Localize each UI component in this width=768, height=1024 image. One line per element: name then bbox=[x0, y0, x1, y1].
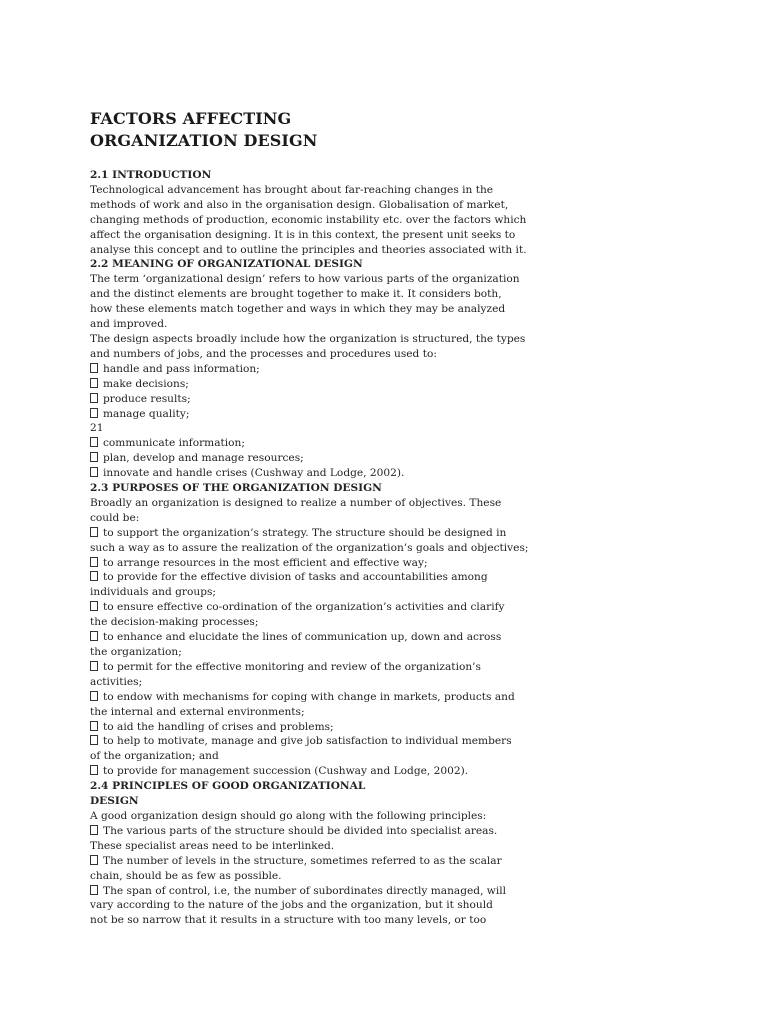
text-line bbox=[90, 183, 730, 198]
title-line-1: FACTORS AFFECTING bbox=[90, 109, 292, 128]
text-line bbox=[90, 511, 730, 526]
text-line bbox=[90, 496, 730, 511]
line-text: activities; bbox=[90, 675, 143, 688]
line-text: not be so narrow that it results in a structure with too many levels, or too bbox=[90, 914, 487, 927]
line-text: Technological advancement has brought about far-reaching changes in the bbox=[90, 183, 494, 196]
bullet-box-icon bbox=[90, 363, 98, 373]
text-line bbox=[90, 272, 730, 287]
line-text: manage quality; bbox=[103, 407, 190, 420]
bullet-line bbox=[90, 362, 730, 377]
bullet-line bbox=[90, 436, 730, 451]
line-text: the decision-making processes; bbox=[90, 616, 259, 629]
line-text: These specialist areas need to be interlinked. bbox=[90, 839, 335, 852]
bullet-box-icon bbox=[90, 855, 98, 865]
line-text: to help to motivate, manage and give job satisfaction to individual members bbox=[103, 735, 512, 748]
line-text: methods of work and also in the organisation design. Globalisation of market, bbox=[90, 198, 509, 211]
bullet-box-icon bbox=[90, 452, 98, 462]
section-heading bbox=[90, 257, 730, 272]
bullet-box-icon bbox=[90, 631, 98, 641]
text-line bbox=[90, 898, 730, 913]
bullet-box-icon bbox=[90, 765, 98, 775]
document-page bbox=[90, 108, 730, 928]
line-text: A good organization design should go along with the following principles: bbox=[90, 809, 487, 822]
text-line bbox=[90, 317, 730, 332]
section-heading bbox=[90, 779, 730, 794]
bullet-line bbox=[90, 884, 730, 899]
text-line bbox=[90, 913, 730, 928]
bullet-line bbox=[90, 377, 730, 392]
line-text: The various parts of the structure should be divided into specialist areas. bbox=[103, 824, 498, 837]
text-line bbox=[90, 749, 730, 764]
bullet-box-icon bbox=[90, 885, 98, 895]
text-line bbox=[90, 347, 730, 362]
line-text: 21 bbox=[90, 422, 104, 435]
line-text: could be: bbox=[90, 511, 140, 524]
line-text: such a way as to assure the realization of the organization’s goals and objectives; bbox=[90, 541, 529, 554]
line-text: 2.4 PRINCIPLES OF GOOD ORGANIZATIONAL bbox=[90, 780, 366, 793]
bullet-line bbox=[90, 392, 730, 407]
text-line bbox=[90, 541, 730, 556]
text-line bbox=[90, 213, 730, 228]
text-line bbox=[90, 287, 730, 302]
bullet-line bbox=[90, 854, 730, 869]
text-line bbox=[90, 645, 730, 660]
line-text: vary according to the nature of the jobs and the organization, but it should bbox=[90, 899, 493, 912]
bullet-line bbox=[90, 570, 730, 585]
line-text: The design aspects broadly include how the organization is structured, the types bbox=[90, 332, 526, 345]
bullet-box-icon bbox=[90, 527, 98, 537]
line-text: The term ‘organizational design’ refers to how various parts of the organization bbox=[90, 273, 520, 286]
bullet-line bbox=[90, 600, 730, 615]
line-text: and numbers of jobs, and the processes and procedures used to: bbox=[90, 347, 437, 360]
bullet-box-icon bbox=[90, 378, 98, 388]
line-text: changing methods of production, economic instability etc. over the factors which bbox=[90, 213, 527, 226]
bullet-line bbox=[90, 407, 730, 422]
bullet-line bbox=[90, 466, 730, 481]
bullet-box-icon bbox=[90, 601, 98, 611]
line-text: plan, develop and manage resources; bbox=[103, 452, 304, 465]
line-text: and the distinct elements are brought together to make it. It considers both, bbox=[90, 288, 502, 301]
line-text: The span of control, i.e, the number of subordinates directly managed, will bbox=[103, 884, 507, 897]
line-text: Broadly an organization is designed to realize a number of objectives. These bbox=[90, 496, 502, 509]
text-line bbox=[90, 839, 730, 854]
line-text: to aid the handling of crises and problems; bbox=[103, 720, 334, 733]
bullet-line bbox=[90, 660, 730, 675]
text-line bbox=[90, 675, 730, 690]
bullet-box-icon bbox=[90, 408, 98, 418]
line-text: produce results; bbox=[103, 392, 191, 405]
line-text: affect the organisation designing. It is in this context, the present unit seeks to bbox=[90, 228, 516, 241]
section-heading bbox=[90, 481, 730, 496]
line-text: 2.1 INTRODUCTION bbox=[90, 169, 212, 181]
bullet-line bbox=[90, 734, 730, 749]
line-text: 2.3 PURPOSES OF THE ORGANIZATION DESIGN bbox=[90, 482, 382, 495]
bullet-line bbox=[90, 824, 730, 839]
line-text: The number of levels in the structure, sometimes referred to as the scalar bbox=[103, 854, 502, 867]
document-title bbox=[90, 108, 730, 152]
bullet-box-icon bbox=[90, 393, 98, 403]
text-line bbox=[90, 809, 730, 824]
text-line bbox=[90, 421, 730, 436]
document-body bbox=[90, 168, 730, 928]
line-text: of the organization; and bbox=[90, 750, 219, 763]
line-text: the internal and external environments; bbox=[90, 705, 305, 718]
bullet-box-icon bbox=[90, 661, 98, 671]
bullet-box-icon bbox=[90, 691, 98, 701]
bullet-line bbox=[90, 556, 730, 571]
bullet-line bbox=[90, 720, 730, 735]
text-line bbox=[90, 302, 730, 317]
text-line bbox=[90, 869, 730, 884]
line-text: to provide for management succession (Cushway and Lodge, 2002). bbox=[103, 765, 469, 778]
line-text: to enhance and elucidate the lines of communication up, down and across bbox=[103, 631, 502, 644]
line-text: to ensure effective co-ordination of the organization’s activities and clarify bbox=[103, 601, 505, 614]
bullet-line bbox=[90, 630, 730, 645]
bullet-line bbox=[90, 764, 730, 779]
bullet-box-icon bbox=[90, 437, 98, 447]
line-text: chain, should be as few as possible. bbox=[90, 869, 282, 882]
line-text: the organization; bbox=[90, 646, 182, 658]
line-text: individuals and groups; bbox=[90, 586, 216, 599]
text-line bbox=[90, 705, 730, 720]
text-line bbox=[90, 615, 730, 630]
section-heading bbox=[90, 168, 730, 183]
line-text: to support the organization’s strategy. The structure should be designed in bbox=[103, 526, 507, 539]
title-line-2: ORGANIZATION DESIGN bbox=[90, 131, 318, 150]
line-text: to provide for the effective division of tasks and accountabilities among bbox=[103, 571, 488, 584]
line-text: to arrange resources in the most efficient and effective way; bbox=[103, 556, 428, 569]
bullet-box-icon bbox=[90, 825, 98, 835]
line-text: DESIGN bbox=[90, 795, 139, 808]
bullet-line bbox=[90, 451, 730, 466]
section-heading bbox=[90, 794, 730, 809]
line-text: innovate and handle crises (Cushway and Lodge, 2002). bbox=[103, 467, 405, 480]
line-text: communicate information; bbox=[103, 437, 245, 450]
line-text: how these elements match together and ways in which they may be analyzed bbox=[90, 303, 506, 316]
line-text: to endow with mechanisms for coping with change in markets, products and bbox=[103, 690, 515, 703]
text-line bbox=[90, 228, 730, 243]
bullet-box-icon bbox=[90, 571, 98, 581]
bullet-box-icon bbox=[90, 557, 98, 567]
bullet-box-icon bbox=[90, 735, 98, 745]
line-text: make decisions; bbox=[103, 377, 189, 390]
bullet-box-icon bbox=[90, 721, 98, 731]
bullet-box-icon bbox=[90, 467, 98, 477]
text-line bbox=[90, 243, 730, 258]
line-text: handle and pass information; bbox=[103, 362, 260, 375]
line-text: to permit for the effective monitoring and review of the organization’s bbox=[103, 660, 481, 673]
text-line bbox=[90, 198, 730, 213]
bullet-line bbox=[90, 690, 730, 705]
text-line bbox=[90, 332, 730, 347]
line-text: analyse this concept and to outline the principles and theories associated with it. bbox=[90, 243, 527, 256]
line-text: 2.2 MEANING OF ORGANIZATIONAL DESIGN bbox=[90, 258, 363, 271]
text-line bbox=[90, 585, 730, 600]
bullet-line bbox=[90, 526, 730, 541]
line-text: and improved. bbox=[90, 318, 168, 331]
